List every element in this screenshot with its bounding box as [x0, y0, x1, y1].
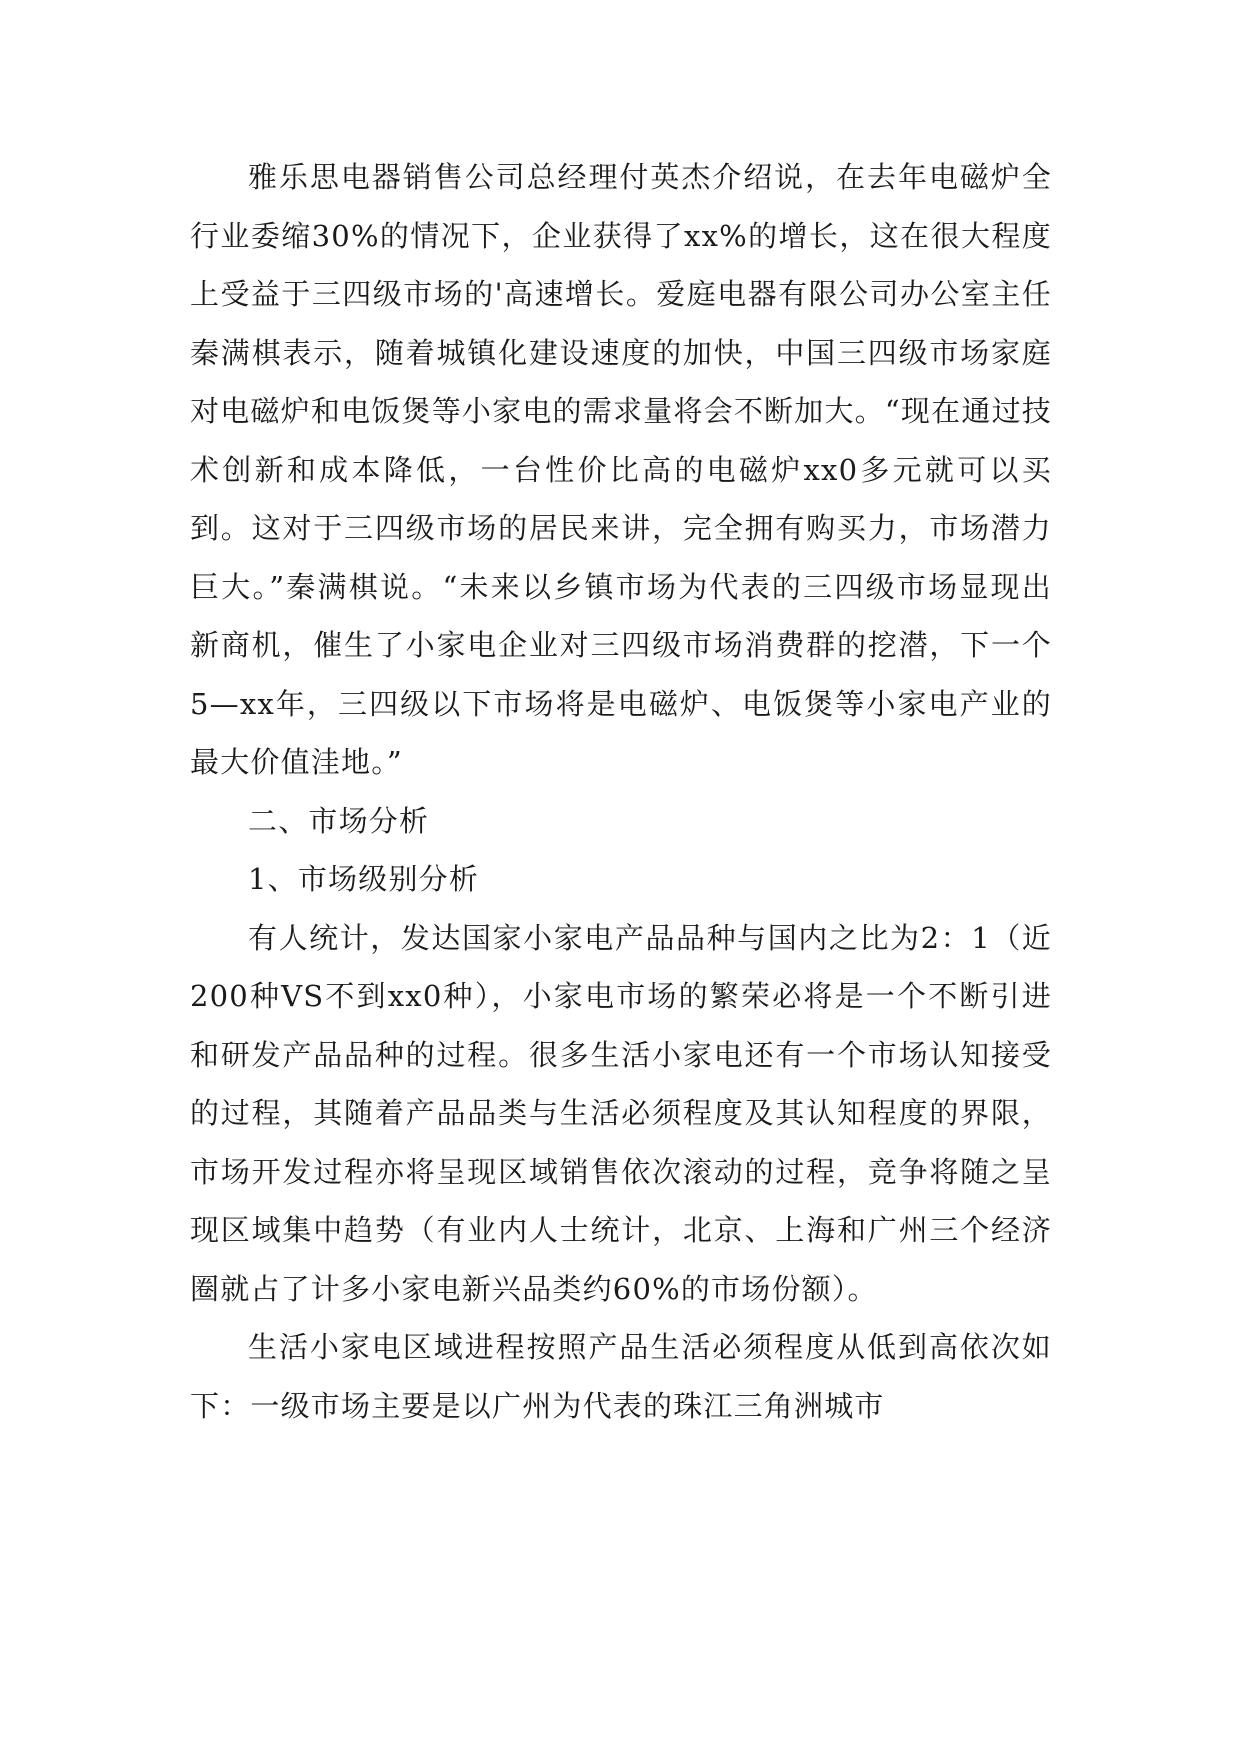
paragraph-market-growth: 雅乐思电器销售公司总经理付英杰介绍说，在去年电磁炉全行业委缩30%的情况下，企业获得了xx%的增长，这在很大程度上受益于三四级市场的'高速增长。爱庭电器有限公司办公室主任秦满棋表示，随着城镇化建设速度的加快，中国三四级市场家庭对电磁炉和电饭煲等小家电的需求量将会不断加大。“现在通过技术创新和成本降低，一台性价比高的电磁炉xx0多元就可以买到。这对于三四级市场的居民来讲，完全拥有购买力，市场潜力巨大。”秦满棋说。“未来以乡镇市场为代表的三四级市场显现出新商机，催生了小家电企业对三四级市场消费群的挖潜，下一个5—xx年，三四级以下市场将是电磁炉、电饭煲等小家电产业的最大价值洼地。” [190, 160, 1052, 779]
paragraph-product-varieties: 有人统计，发达国家小家电产品品种与国内之比为2：1（近200种VS不到xx0种），小家电市场的繁荣必将是一个不断引进和研发产品品种的过程。很多生活小家电还有一个市场认知接受的过程，其随着产品品类与生活必须程度及其认知程度的界限，市场开发过程亦将呈现区域销售依次滚动的过程，竞争将随之呈现区域集中趋势（有业内人士统计，北京、上海和广州三个经济圈就占了计多小家电新兴品类约60%的市场份额）。 [190, 920, 1052, 1306]
document-body [190, 148, 1052, 1435]
section-heading-market-analysis: 二、市场分析 [248, 803, 430, 838]
paragraph-regional-process: 生活小家电区域进程按照产品生活必须程度从低到高依次如下：一级市场主要是以广州为代表的珠江三角洲城市 [190, 1330, 1052, 1423]
subsection-heading-market-level: 1、市场级别分析 [248, 862, 480, 896]
